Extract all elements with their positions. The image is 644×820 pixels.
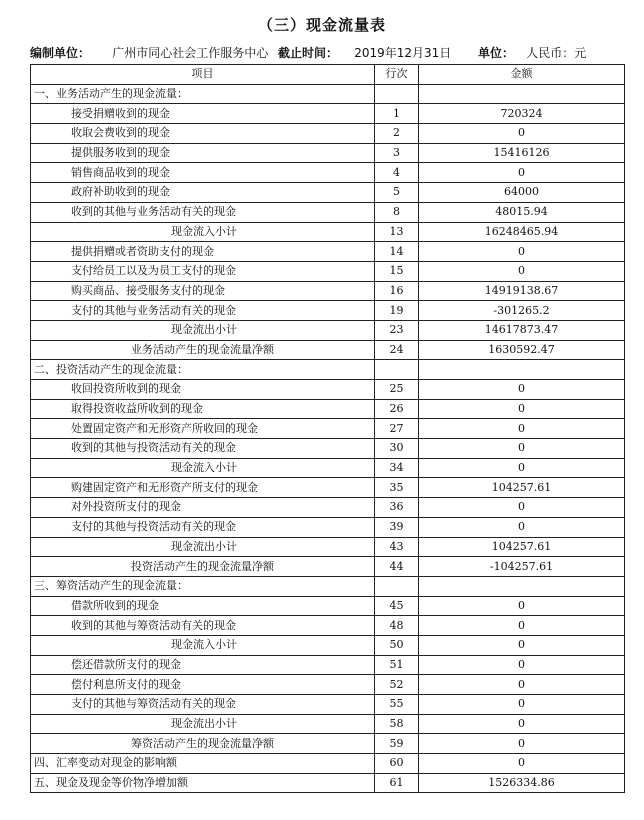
row-amount: 104257.61: [419, 478, 625, 498]
table-row: [31, 419, 625, 439]
table-row: [31, 261, 625, 281]
row-amount: 0: [419, 596, 625, 616]
table-row: [31, 773, 625, 793]
row-item-label: 处置固定资产和无形资产所收回的现金: [31, 419, 375, 439]
table-header-row: [31, 65, 625, 85]
row-amount: [419, 84, 625, 104]
table-row: [31, 340, 625, 360]
table-row: [31, 655, 625, 675]
row-item-label: 借款所收到的现金: [31, 596, 375, 616]
row-line-number: 25: [375, 380, 419, 400]
row-line-number: 30: [375, 439, 419, 459]
table-row: [31, 754, 625, 774]
row-amount: 0: [419, 261, 625, 281]
row-line-number: 13: [375, 222, 419, 242]
row-amount: 0: [419, 242, 625, 262]
row-item-label: 收到的其他与业务活动有关的现金: [31, 202, 375, 222]
row-item-label: 一、业务活动产生的现金流量：: [31, 84, 375, 104]
table-row: [31, 458, 625, 478]
table-row: [31, 734, 625, 754]
row-line-number: 48: [375, 616, 419, 636]
row-amount: 0: [419, 163, 625, 183]
table-row: [31, 399, 625, 419]
row-item-label: 取得投资收益所收到的现金: [31, 399, 375, 419]
row-item-label: 偿还借款所支付的现金: [31, 655, 375, 675]
row-item-label: 三、筹资活动产生的现金流量：: [31, 576, 375, 596]
table-row: [31, 380, 625, 400]
table-row: [31, 320, 625, 340]
row-amount: 0: [419, 695, 625, 715]
row-line-number: [375, 576, 419, 596]
table-row: [31, 675, 625, 695]
row-amount: 0: [419, 124, 625, 144]
row-item-label: 四、汇率变动对现金的影响额: [31, 754, 375, 774]
row-item-label: 业务活动产生的现金流量净额: [31, 340, 375, 360]
row-amount: 64000: [419, 183, 625, 203]
currency-unit: [478, 44, 586, 61]
row-amount: [419, 576, 625, 596]
row-amount: 0: [419, 458, 625, 478]
row-amount: 720324: [419, 104, 625, 124]
table-row: [31, 281, 625, 301]
table-row: [31, 596, 625, 616]
table-row: [31, 301, 625, 321]
row-amount: 0: [419, 734, 625, 754]
cutoff-date-value: 2019年12月31日: [354, 46, 452, 60]
row-line-number: [375, 360, 419, 380]
row-amount: 14919138.67: [419, 281, 625, 301]
row-item-label: 购建固定资产和无形资产所支付的现金: [31, 478, 375, 498]
row-item-label: 投资活动产生的现金流量净额: [31, 557, 375, 577]
row-amount: 1526334.86: [419, 773, 625, 793]
column-header-item: 项目: [31, 65, 375, 85]
row-item-label: 提供捐赠或者资助支付的现金: [31, 242, 375, 262]
row-amount: 0: [419, 399, 625, 419]
table-row: [31, 202, 625, 222]
compiling-unit: [30, 44, 268, 61]
table-row: [31, 183, 625, 203]
compiling-unit-value: 广州市同心社会工作服务中心: [112, 46, 269, 60]
row-item-label: 政府补助收到的现金: [31, 183, 375, 203]
row-item-label: 二、投资活动产生的现金流量：: [31, 360, 375, 380]
row-line-number: 23: [375, 320, 419, 340]
row-amount: -104257.61: [419, 557, 625, 577]
row-item-label: 支付的其他与投资活动有关的现金: [31, 517, 375, 537]
row-line-number: 36: [375, 498, 419, 518]
table-row: [31, 84, 625, 104]
row-amount: 15416126: [419, 143, 625, 163]
column-header-amount: 金额: [419, 65, 625, 85]
row-amount: [419, 360, 625, 380]
row-line-number: 61: [375, 773, 419, 793]
row-line-number: 24: [375, 340, 419, 360]
row-line-number: 59: [375, 734, 419, 754]
row-amount: 0: [419, 439, 625, 459]
row-item-label: 现金流出小计: [31, 320, 375, 340]
row-item-label: 销售商品收到的现金: [31, 163, 375, 183]
row-item-label: 支付的其他与筹资活动有关的现金: [31, 695, 375, 715]
row-amount: 104257.61: [419, 537, 625, 557]
table-row: [31, 695, 625, 715]
row-line-number: 34: [375, 458, 419, 478]
table-row: [31, 104, 625, 124]
row-amount: 0: [419, 754, 625, 774]
row-item-label: 收到的其他与投资活动有关的现金: [31, 439, 375, 459]
table-row: [31, 360, 625, 380]
column-header-line: 行次: [375, 65, 419, 85]
row-item-label: 对外投资所支付的现金: [31, 498, 375, 518]
table-row: [31, 517, 625, 537]
cutoff-date: [278, 44, 451, 61]
row-amount: 0: [419, 380, 625, 400]
row-line-number: 58: [375, 714, 419, 734]
table-row: [31, 714, 625, 734]
row-item-label: 现金流入小计: [31, 635, 375, 655]
row-item-label: 收取会费收到的现金: [31, 124, 375, 144]
currency-unit-value: 人民币：元: [526, 46, 587, 60]
table-row: [31, 616, 625, 636]
row-item-label: 支付的其他与业务活动有关的现金: [31, 301, 375, 321]
row-amount: 0: [419, 498, 625, 518]
row-amount: 0: [419, 635, 625, 655]
table-row: [31, 242, 625, 262]
cash-flow-table: [30, 64, 625, 793]
row-line-number: 44: [375, 557, 419, 577]
table-row: [31, 498, 625, 518]
table-row: [31, 635, 625, 655]
row-item-label: 支付给员工以及为员工支付的现金: [31, 261, 375, 281]
table-row: [31, 143, 625, 163]
row-amount: 0: [419, 714, 625, 734]
cutoff-date-label: 截止时间：: [278, 46, 339, 60]
row-amount: 1630592.47: [419, 340, 625, 360]
currency-unit-label: 单位：: [478, 46, 515, 60]
row-line-number: 4: [375, 163, 419, 183]
row-item-label: 现金流入小计: [31, 222, 375, 242]
table-row: [31, 163, 625, 183]
compiling-unit-label: 编制单位：: [30, 46, 91, 60]
row-item-label: 现金流出小计: [31, 714, 375, 734]
row-amount: 48015.94: [419, 202, 625, 222]
row-line-number: [375, 84, 419, 104]
row-line-number: 45: [375, 596, 419, 616]
row-line-number: 26: [375, 399, 419, 419]
row-line-number: 39: [375, 517, 419, 537]
row-amount: 16248465.94: [419, 222, 625, 242]
row-line-number: 16: [375, 281, 419, 301]
row-line-number: 14: [375, 242, 419, 262]
page-title: （三）现金流量表: [257, 16, 386, 34]
row-line-number: 52: [375, 675, 419, 695]
row-amount: 0: [419, 616, 625, 636]
row-amount: 0: [419, 419, 625, 439]
row-item-label: 收到的其他与筹资活动有关的现金: [31, 616, 375, 636]
row-amount: -301265.2: [419, 301, 625, 321]
row-line-number: 55: [375, 695, 419, 715]
row-line-number: 60: [375, 754, 419, 774]
table-row: [31, 222, 625, 242]
row-line-number: 1: [375, 104, 419, 124]
table-row: [31, 124, 625, 144]
row-item-label: 偿付利息所支付的现金: [31, 675, 375, 695]
row-line-number: 50: [375, 635, 419, 655]
row-item-label: 提供服务收到的现金: [31, 143, 375, 163]
table-row: [31, 439, 625, 459]
row-item-label: 筹资活动产生的现金流量净额: [31, 734, 375, 754]
row-line-number: 3: [375, 143, 419, 163]
table-row: [31, 557, 625, 577]
row-line-number: 27: [375, 419, 419, 439]
row-line-number: 8: [375, 202, 419, 222]
row-line-number: 2: [375, 124, 419, 144]
table-row: [31, 537, 625, 557]
row-line-number: 43: [375, 537, 419, 557]
row-line-number: 15: [375, 261, 419, 281]
row-item-label: 现金流入小计: [31, 458, 375, 478]
row-line-number: 19: [375, 301, 419, 321]
row-item-label: 接受捐赠收到的现金: [31, 104, 375, 124]
table-row: [31, 478, 625, 498]
row-line-number: 51: [375, 655, 419, 675]
row-amount: 0: [419, 655, 625, 675]
table-row: [31, 576, 625, 596]
row-item-label: 现金流出小计: [31, 537, 375, 557]
row-line-number: 35: [375, 478, 419, 498]
row-item-label: 收回投资所收到的现金: [31, 380, 375, 400]
row-amount: 14617873.47: [419, 320, 625, 340]
row-item-label: 购买商品、接受服务支付的现金: [31, 281, 375, 301]
row-line-number: 5: [375, 183, 419, 203]
row-item-label: 五、现金及现金等价物净增加额: [31, 773, 375, 793]
row-amount: 0: [419, 675, 625, 695]
row-amount: 0: [419, 517, 625, 537]
